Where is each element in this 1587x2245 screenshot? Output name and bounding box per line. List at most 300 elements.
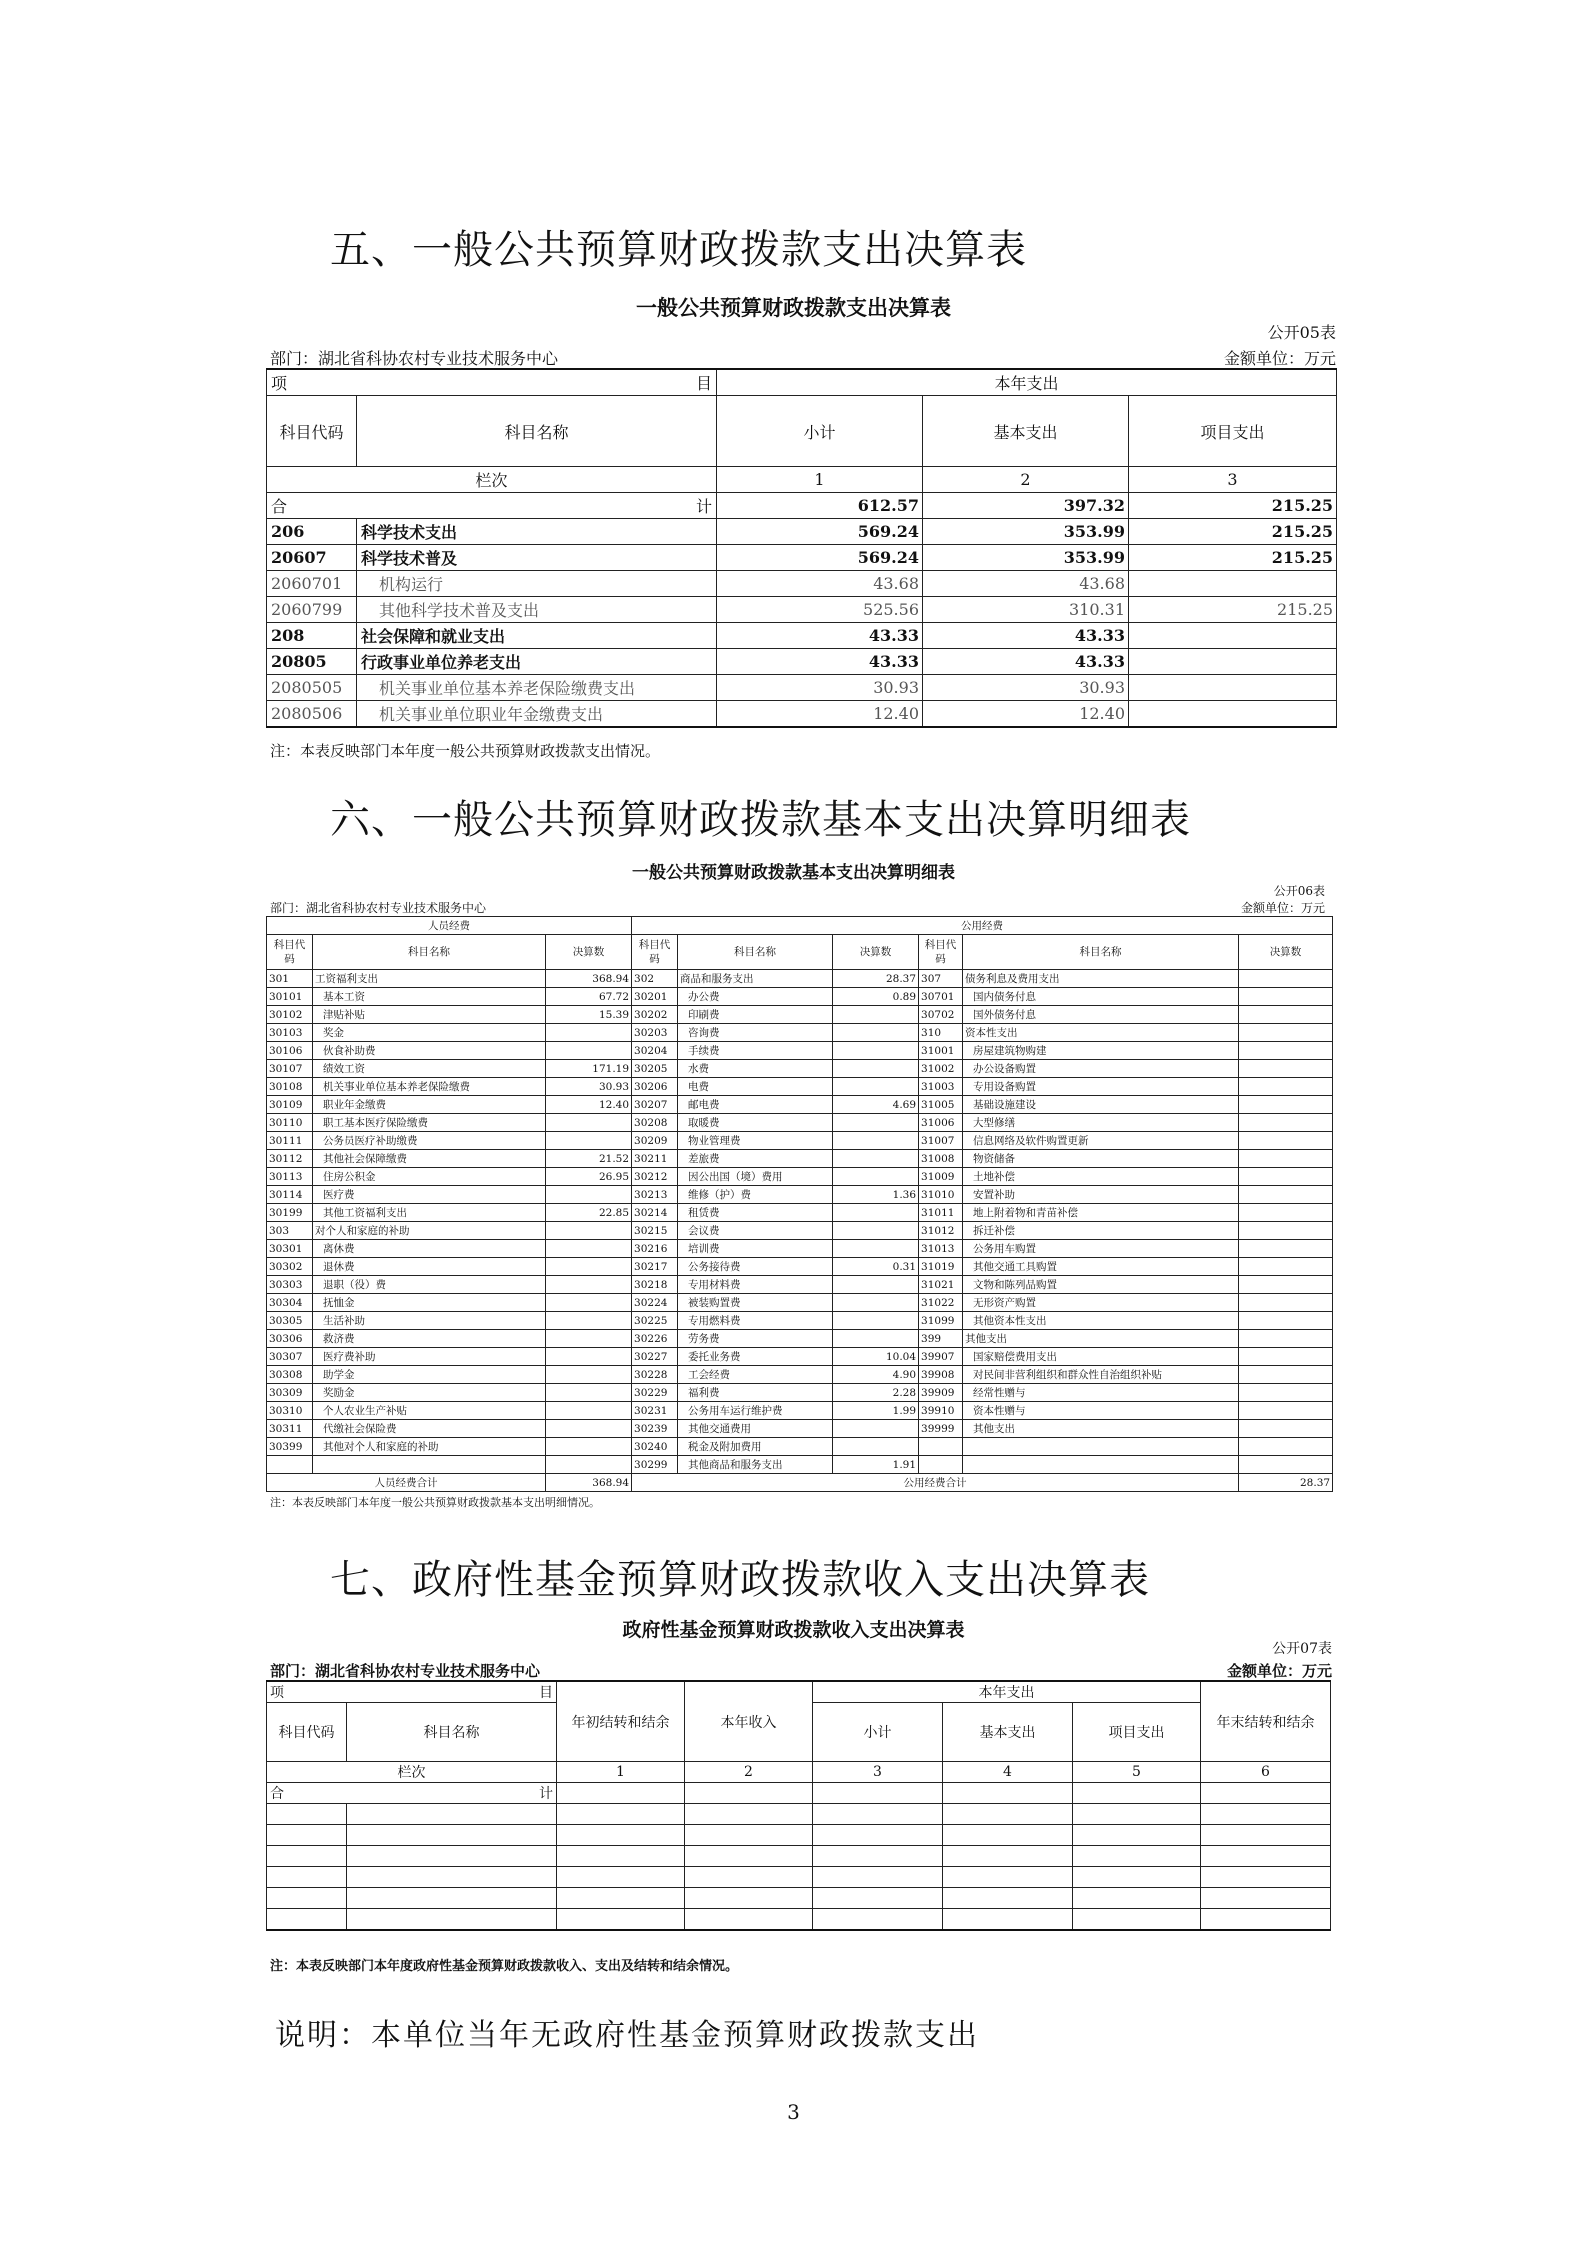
t5-row-name: 科学技术普及 xyxy=(357,545,717,571)
t5-row-v1: 12.40 xyxy=(717,701,923,728)
t6-personnel-name: 救济费 xyxy=(313,1330,546,1348)
t6-public-a-name: 会议费 xyxy=(678,1222,833,1240)
t7-cell xyxy=(557,1846,685,1867)
t6-public-b-code: 30702 xyxy=(919,1006,963,1024)
t6-public-a-code: 30206 xyxy=(632,1078,678,1096)
table7-dept: 部门：湖北省科协农村专业技术服务中心 xyxy=(270,1662,541,1680)
t7-header-basic: 基本支出 xyxy=(943,1703,1073,1762)
t6-personnel-total-label: 人员经费合计 xyxy=(267,1474,546,1492)
t6-public-a-name: 物业管理费 xyxy=(678,1132,833,1150)
t6-public-a-amount xyxy=(833,1060,919,1078)
t6-public-a-code: 30228 xyxy=(632,1366,678,1384)
t7-cell xyxy=(813,1909,943,1931)
t5-total-label: 合 计 xyxy=(267,493,717,519)
t6-public-b-code: 399 xyxy=(919,1330,963,1348)
t6-public-total: 28.37 xyxy=(1239,1474,1333,1492)
t5-row-v1: 43.33 xyxy=(717,649,923,675)
t6-public-b-amount xyxy=(1239,1258,1333,1276)
t6-public-total-label: 公用经费合计 xyxy=(632,1474,1239,1492)
t6-public-a-code: 30214 xyxy=(632,1204,678,1222)
t7-cell xyxy=(1073,1867,1201,1888)
t6-public-a-code: 302 xyxy=(632,970,678,988)
t6-public-a-amount xyxy=(833,1420,919,1438)
t6-public-b-amount xyxy=(1239,1096,1333,1114)
t5-row-name: 其他科学技术普及支出 xyxy=(357,597,717,623)
t6-header-code: 科目代码 xyxy=(267,935,313,970)
t6-public-a-code: 30229 xyxy=(632,1384,678,1402)
t6-public-a-amount xyxy=(833,1438,919,1456)
t5-col-2: 2 xyxy=(923,467,1129,493)
t6-personnel-name: 离休费 xyxy=(313,1240,546,1258)
t6-public-b-amount xyxy=(1239,1186,1333,1204)
t6-public-b-amount xyxy=(1239,1420,1333,1438)
t5-row-v2: 43.68 xyxy=(923,571,1129,597)
t7-col-5: 5 xyxy=(1073,1762,1201,1783)
t6-public-a-code: 30207 xyxy=(632,1096,678,1114)
t6-public-a-code: 30231 xyxy=(632,1402,678,1420)
t5-row-v2: 12.40 xyxy=(923,701,1129,728)
t6-public-a-amount xyxy=(833,1168,919,1186)
t6-personnel-name: 医疗费 xyxy=(313,1186,546,1204)
t6-public-a-name: 劳务费 xyxy=(678,1330,833,1348)
t6-public-b-name: 办公设备购置 xyxy=(963,1060,1239,1078)
t6-public-a-name: 取暖费 xyxy=(678,1114,833,1132)
t6-public-a-amount: 1.91 xyxy=(833,1456,919,1474)
t7-cell xyxy=(685,1909,813,1931)
t6-public-b-code: 39907 xyxy=(919,1348,963,1366)
t6-public-a-name: 其他商品和服务支出 xyxy=(678,1456,833,1474)
t6-personnel-code: 30113 xyxy=(267,1168,313,1186)
t6-public-a-code: 30211 xyxy=(632,1150,678,1168)
t7-header-year: 本年支出 xyxy=(813,1681,1201,1703)
t6-header-amount: 决算数 xyxy=(546,935,632,970)
t6-public-b-amount xyxy=(1239,970,1333,988)
t6-personnel-name: 住房公积金 xyxy=(313,1168,546,1186)
t6-public-b-amount xyxy=(1239,1222,1333,1240)
t6-public-b-code: 31011 xyxy=(919,1204,963,1222)
t5-row-v2: 43.33 xyxy=(923,649,1129,675)
t6-personnel-amount xyxy=(546,1438,632,1456)
t6-public-a-code: 30202 xyxy=(632,1006,678,1024)
t6-public-b-name: 土地补偿 xyxy=(963,1168,1239,1186)
t6-public-a-code: 30217 xyxy=(632,1258,678,1276)
table6-dept: 部门：湖北省科协农村专业技术服务中心 xyxy=(270,901,487,915)
t7-cell xyxy=(267,1825,347,1846)
t6-public-a-code: 30205 xyxy=(632,1060,678,1078)
t5-row-name: 机构运行 xyxy=(357,571,717,597)
t6-personnel-name: 其他对个人和家庭的补助 xyxy=(313,1438,546,1456)
t5-row-code: 208 xyxy=(267,623,357,649)
t7-cell xyxy=(557,1867,685,1888)
t6-public-a-name: 公务接待费 xyxy=(678,1258,833,1276)
t6-public-b-amount xyxy=(1239,1330,1333,1348)
t6-public-b-code: 31006 xyxy=(919,1114,963,1132)
t6-public-a-amount: 0.89 xyxy=(833,988,919,1006)
t6-public-a-name: 咨询费 xyxy=(678,1024,833,1042)
table7-title: 政府性基金预算财政拨款收入支出决算表 xyxy=(622,1619,965,1641)
section5-heading: 五、一般公共预算财政拨款支出决算表 xyxy=(330,227,1027,273)
t6-public-b-code: 39910 xyxy=(919,1402,963,1420)
t6-personnel-amount xyxy=(546,1420,632,1438)
t6-public-b-amount xyxy=(1239,1006,1333,1024)
t7-col-4: 4 xyxy=(943,1762,1073,1783)
t6-public-a-amount xyxy=(833,1078,919,1096)
t6-public-a-name: 维修（护）费 xyxy=(678,1186,833,1204)
t6-header-name: 科目名称 xyxy=(678,935,833,970)
t6-public-b-amount xyxy=(1239,1204,1333,1222)
t5-row-code: 2080506 xyxy=(267,701,357,728)
t6-personnel-amount xyxy=(546,1276,632,1294)
t6-personnel-amount: 26.95 xyxy=(546,1168,632,1186)
t6-personnel-amount xyxy=(546,1330,632,1348)
t6-public-a-code: 30204 xyxy=(632,1042,678,1060)
t6-public-a-code: 30212 xyxy=(632,1168,678,1186)
t7-cell xyxy=(267,1909,347,1931)
t6-personnel-code: 30301 xyxy=(267,1240,313,1258)
t6-public-a-code: 30224 xyxy=(632,1294,678,1312)
explanation-text: 说明：本单位当年无政府性基金预算财政拨款支出 xyxy=(275,2018,979,2053)
t6-personnel-code: 30114 xyxy=(267,1186,313,1204)
t6-public-b-code: 31021 xyxy=(919,1276,963,1294)
t6-header-amount: 决算数 xyxy=(833,935,919,970)
t6-personnel-code: 30399 xyxy=(267,1438,313,1456)
t6-public-a-amount xyxy=(833,1150,919,1168)
t5-row-v2: 353.99 xyxy=(923,519,1129,545)
t5-row-v1: 525.56 xyxy=(717,597,923,623)
table5-note: 注：本表反映部门本年度一般公共预算财政拨款支出情况。 xyxy=(270,742,661,760)
t6-personnel-name: 公务员医疗补助缴费 xyxy=(313,1132,546,1150)
table7-note: 注：本表反映部门本年度政府性基金预算财政拨款收入、支出及结转和结余情况。 xyxy=(270,1959,739,1974)
t6-public-a-name: 培训费 xyxy=(678,1240,833,1258)
t6-personnel-amount: 67.72 xyxy=(546,988,632,1006)
t6-public-a-amount: 1.99 xyxy=(833,1402,919,1420)
t7-cell xyxy=(1073,1888,1201,1909)
t6-public-b-name: 其他交通工具购置 xyxy=(963,1258,1239,1276)
t6-personnel-amount: 22.85 xyxy=(546,1204,632,1222)
t6-header-name: 科目名称 xyxy=(963,935,1239,970)
t5-header-item: 项 目 xyxy=(267,369,717,396)
table7-form-no: 公开07表 xyxy=(1272,1641,1332,1657)
t5-row-v2: 353.99 xyxy=(923,545,1129,571)
t7-header-item: 项 目 xyxy=(267,1681,557,1703)
t7-cell xyxy=(557,1783,685,1804)
t7-cell xyxy=(813,1783,943,1804)
t6-public-b-amount xyxy=(1239,1150,1333,1168)
t6-personnel-name: 津贴补贴 xyxy=(313,1006,546,1024)
t6-public-b-name: 地上附着物和青苗补偿 xyxy=(963,1204,1239,1222)
t6-public-b-amount xyxy=(1239,1168,1333,1186)
t6-public-b-code: 31002 xyxy=(919,1060,963,1078)
t5-row-v1: 569.24 xyxy=(717,545,923,571)
table5-dept: 部门：湖北省科协农村专业技术服务中心 xyxy=(270,349,559,368)
t5-row-v3: 215.25 xyxy=(1129,545,1337,571)
t6-public-a-amount xyxy=(833,1294,919,1312)
t6-public-a-code: 30213 xyxy=(632,1186,678,1204)
t6-personnel-name: 绩效工资 xyxy=(313,1060,546,1078)
t7-cell xyxy=(685,1783,813,1804)
t6-public-b-code: 31012 xyxy=(919,1222,963,1240)
t5-row-v2: 310.31 xyxy=(923,597,1129,623)
t6-personnel-code: 30108 xyxy=(267,1078,313,1096)
t6-public-b-amount xyxy=(1239,1276,1333,1294)
table7-unit: 金额单位：万元 xyxy=(1226,1662,1332,1680)
t5-total-project: 215.25 xyxy=(1129,493,1337,519)
t6-personnel-code: 30307 xyxy=(267,1348,313,1366)
t6-public-a-amount xyxy=(833,1276,919,1294)
t6-public-b-name: 国内债务付息 xyxy=(963,988,1239,1006)
t6-personnel-code: 30101 xyxy=(267,988,313,1006)
t7-col-1: 1 xyxy=(557,1762,685,1783)
t6-personnel-name: 伙食补助费 xyxy=(313,1042,546,1060)
t6-header-code: 科目代码 xyxy=(919,935,963,970)
t6-public-b-amount xyxy=(1239,1384,1333,1402)
t6-personnel-name: 对个人和家庭的补助 xyxy=(313,1222,546,1240)
t6-public-b-name xyxy=(963,1438,1239,1456)
t6-public-a-name: 其他交通费用 xyxy=(678,1420,833,1438)
table7 xyxy=(266,1680,1331,1931)
t6-public-b-code: 31013 xyxy=(919,1240,963,1258)
t5-row-v3 xyxy=(1129,623,1337,649)
t6-personnel-amount xyxy=(546,1114,632,1132)
t6-public-a-amount xyxy=(833,1006,919,1024)
t6-public-b-amount xyxy=(1239,1042,1333,1060)
t7-header-subtotal: 小计 xyxy=(813,1703,943,1762)
t6-personnel-code xyxy=(267,1456,313,1474)
t6-public-a-code: 30209 xyxy=(632,1132,678,1150)
t6-public-a-amount: 4.69 xyxy=(833,1096,919,1114)
t7-header-begin: 年初结转和结余 xyxy=(557,1681,685,1762)
t6-public-a-amount: 0.31 xyxy=(833,1258,919,1276)
t7-cell xyxy=(347,1888,557,1909)
t5-col-1: 1 xyxy=(717,467,923,493)
t7-cell xyxy=(813,1867,943,1888)
t6-public-a-name: 被装购置费 xyxy=(678,1294,833,1312)
t6-public-b-code: 307 xyxy=(919,970,963,988)
t6-public-b-code: 31007 xyxy=(919,1132,963,1150)
t6-public-b-amount xyxy=(1239,1060,1333,1078)
t7-cell xyxy=(685,1846,813,1867)
t6-public-b-code: 31005 xyxy=(919,1096,963,1114)
t6-public-a-name: 工会经费 xyxy=(678,1366,833,1384)
t6-public-b-name: 无形资产购置 xyxy=(963,1294,1239,1312)
t6-personnel-code: 30112 xyxy=(267,1150,313,1168)
t6-public-a-amount: 4.90 xyxy=(833,1366,919,1384)
t7-cell xyxy=(347,1909,557,1931)
t6-personnel-name: 个人农业生产补贴 xyxy=(313,1402,546,1420)
t7-cell xyxy=(1073,1825,1201,1846)
t6-public-b-name: 债务利息及费用支出 xyxy=(963,970,1239,988)
t6-public-b-name: 安置补助 xyxy=(963,1186,1239,1204)
t7-cell xyxy=(1073,1783,1201,1804)
t7-cell xyxy=(347,1804,557,1825)
t6-personnel-code: 30199 xyxy=(267,1204,313,1222)
t6-public-b-name xyxy=(963,1456,1239,1474)
t5-col-3: 3 xyxy=(1129,467,1337,493)
t6-public-a-name: 福利费 xyxy=(678,1384,833,1402)
t6-public-b-amount xyxy=(1239,1348,1333,1366)
t7-cell xyxy=(1201,1867,1331,1888)
t6-personnel-amount xyxy=(546,1312,632,1330)
t6-personnel-code: 30304 xyxy=(267,1294,313,1312)
t6-public-b-amount xyxy=(1239,1024,1333,1042)
t7-cell xyxy=(267,1846,347,1867)
t6-personnel-name: 退休费 xyxy=(313,1258,546,1276)
t5-row-v2: 43.33 xyxy=(923,623,1129,649)
t7-total-label: 合 计 xyxy=(267,1783,557,1804)
t6-personnel-code: 30111 xyxy=(267,1132,313,1150)
t6-personnel-amount xyxy=(546,1132,632,1150)
t6-public-b-amount xyxy=(1239,1366,1333,1384)
t6-header-code: 科目代码 xyxy=(632,935,678,970)
t6-public-b-amount xyxy=(1239,1312,1333,1330)
t6-public-b-code: 31003 xyxy=(919,1078,963,1096)
t6-header-name: 科目名称 xyxy=(313,935,546,970)
t6-public-a-amount: 28.37 xyxy=(833,970,919,988)
t7-cell xyxy=(267,1888,347,1909)
t7-cell xyxy=(1201,1825,1331,1846)
t5-row-code: 20607 xyxy=(267,545,357,571)
t5-row-v3 xyxy=(1129,571,1337,597)
t6-public-a-code: 30226 xyxy=(632,1330,678,1348)
table6-title: 一般公共预算财政拨款基本支出决算明细表 xyxy=(632,863,955,883)
t6-public-b-name: 资本性赠与 xyxy=(963,1402,1239,1420)
table5 xyxy=(266,368,1337,728)
t6-public-b-code xyxy=(919,1438,963,1456)
t5-header-basic: 基本支出 xyxy=(923,396,1129,467)
t6-public-b-code: 31008 xyxy=(919,1150,963,1168)
t6-public-b-code: 31022 xyxy=(919,1294,963,1312)
t6-public-a-amount: 1.36 xyxy=(833,1186,919,1204)
table5-unit: 金额单位：万元 xyxy=(1223,349,1336,368)
t6-personnel-amount: 171.19 xyxy=(546,1060,632,1078)
t6-personnel-amount xyxy=(546,1240,632,1258)
t6-public-a-name: 专用燃料费 xyxy=(678,1312,833,1330)
t6-public-a-name: 税金及附加费用 xyxy=(678,1438,833,1456)
t6-public-a-code: 30239 xyxy=(632,1420,678,1438)
t6-personnel-amount: 21.52 xyxy=(546,1150,632,1168)
t6-personnel-amount: 30.93 xyxy=(546,1078,632,1096)
t6-personnel-name: 职工基本医疗保险缴费 xyxy=(313,1114,546,1132)
table5-form-no: 公开05表 xyxy=(1267,323,1336,342)
t6-personnel-amount xyxy=(546,1294,632,1312)
t7-cell xyxy=(1201,1909,1331,1931)
t6-public-a-name: 办公费 xyxy=(678,988,833,1006)
t6-public-a-code: 30227 xyxy=(632,1348,678,1366)
t6-personnel-amount xyxy=(546,1402,632,1420)
t6-personnel-code: 303 xyxy=(267,1222,313,1240)
t6-public-b-name: 资本性支出 xyxy=(963,1024,1239,1042)
t7-cell xyxy=(557,1888,685,1909)
t6-personnel-code: 30106 xyxy=(267,1042,313,1060)
t6-personnel-amount xyxy=(546,1366,632,1384)
page-number: 3 xyxy=(787,2100,800,2124)
t6-public-a-name: 电费 xyxy=(678,1078,833,1096)
t6-public-b-name: 其他支出 xyxy=(963,1420,1239,1438)
t7-lanci: 栏次 xyxy=(267,1762,557,1783)
table6-form-no: 公开06表 xyxy=(1273,884,1325,898)
t5-header-subtotal: 小计 xyxy=(717,396,923,467)
t6-personnel-name: 机关事业单位基本养老保险缴费 xyxy=(313,1078,546,1096)
t7-cell xyxy=(1201,1846,1331,1867)
t6-personnel-name: 其他工资福利支出 xyxy=(313,1204,546,1222)
t5-total-subtotal: 612.57 xyxy=(717,493,923,519)
t6-public-b-name: 对民间非营利组织和群众性自治组织补贴 xyxy=(963,1366,1239,1384)
t6-public-b-code: 31010 xyxy=(919,1186,963,1204)
t5-row-v3: 215.25 xyxy=(1129,519,1337,545)
t6-public-a-amount xyxy=(833,1240,919,1258)
t6-public-a-amount xyxy=(833,1222,919,1240)
t5-row-code: 206 xyxy=(267,519,357,545)
t6-personnel-name: 奖励金 xyxy=(313,1384,546,1402)
t6-personnel-name xyxy=(313,1456,546,1474)
t7-cell xyxy=(943,1867,1073,1888)
t7-cell xyxy=(347,1825,557,1846)
t6-public-b-amount xyxy=(1239,1294,1333,1312)
t6-public-b-code: 31019 xyxy=(919,1258,963,1276)
t7-cell xyxy=(685,1804,813,1825)
table6-unit: 金额单位：万元 xyxy=(1240,901,1325,915)
t6-personnel-amount xyxy=(546,1042,632,1060)
t7-cell xyxy=(943,1804,1073,1825)
t6-public-a-code: 30299 xyxy=(632,1456,678,1474)
t5-row-v2: 30.93 xyxy=(923,675,1129,701)
t5-row-v1: 43.33 xyxy=(717,623,923,649)
t6-personnel-name: 其他社会保障缴费 xyxy=(313,1150,546,1168)
t6-public-b-amount xyxy=(1239,1402,1333,1420)
t6-public-a-amount xyxy=(833,1024,919,1042)
t5-row-name: 行政事业单位养老支出 xyxy=(357,649,717,675)
t5-row-name: 科学技术支出 xyxy=(357,519,717,545)
t7-cell xyxy=(267,1804,347,1825)
t6-public-b-name: 国外债务付息 xyxy=(963,1006,1239,1024)
t6-public-b-amount xyxy=(1239,988,1333,1006)
t6-public-a-name: 委托业务费 xyxy=(678,1348,833,1366)
t6-personnel-amount xyxy=(546,1456,632,1474)
t6-public-b-name: 文物和陈列品购置 xyxy=(963,1276,1239,1294)
t7-cell xyxy=(943,1825,1073,1846)
t6-public-a-amount xyxy=(833,1114,919,1132)
t6-personnel-code: 30309 xyxy=(267,1384,313,1402)
t6-public-b-code: 310 xyxy=(919,1024,963,1042)
t7-cell xyxy=(1201,1888,1331,1909)
table6 xyxy=(266,916,1333,1492)
t5-row-code: 2060701 xyxy=(267,571,357,597)
t7-cell xyxy=(1201,1804,1331,1825)
t6-personnel-amount xyxy=(546,1384,632,1402)
t6-public-a-code: 30218 xyxy=(632,1276,678,1294)
t6-personnel-name: 工资福利支出 xyxy=(313,970,546,988)
t7-header-income: 本年收入 xyxy=(685,1681,813,1762)
t7-cell xyxy=(943,1846,1073,1867)
t5-row-name: 机关事业单位基本养老保险缴费支出 xyxy=(357,675,717,701)
t6-personnel-amount xyxy=(546,1024,632,1042)
t7-header-name: 科目名称 xyxy=(347,1703,557,1762)
t7-cell xyxy=(813,1846,943,1867)
t6-public-b-name: 国家赔偿费用支出 xyxy=(963,1348,1239,1366)
t5-header-code: 科目代码 xyxy=(267,396,357,467)
t6-public-b-name: 基础设施建设 xyxy=(963,1096,1239,1114)
section6-heading: 六、一般公共预算财政拨款基本支出决算明细表 xyxy=(330,797,1191,843)
t6-header-public: 公用经费 xyxy=(632,917,1333,935)
t6-personnel-code: 30310 xyxy=(267,1402,313,1420)
t5-header-name: 科目名称 xyxy=(357,396,717,467)
t6-personnel-name: 退职（役）费 xyxy=(313,1276,546,1294)
t6-personnel-name: 抚恤金 xyxy=(313,1294,546,1312)
t6-public-b-name: 公务用车购置 xyxy=(963,1240,1239,1258)
t6-personnel-amount: 368.94 xyxy=(546,970,632,988)
t5-header-year: 本年支出 xyxy=(717,369,1337,396)
t6-personnel-amount xyxy=(546,1348,632,1366)
